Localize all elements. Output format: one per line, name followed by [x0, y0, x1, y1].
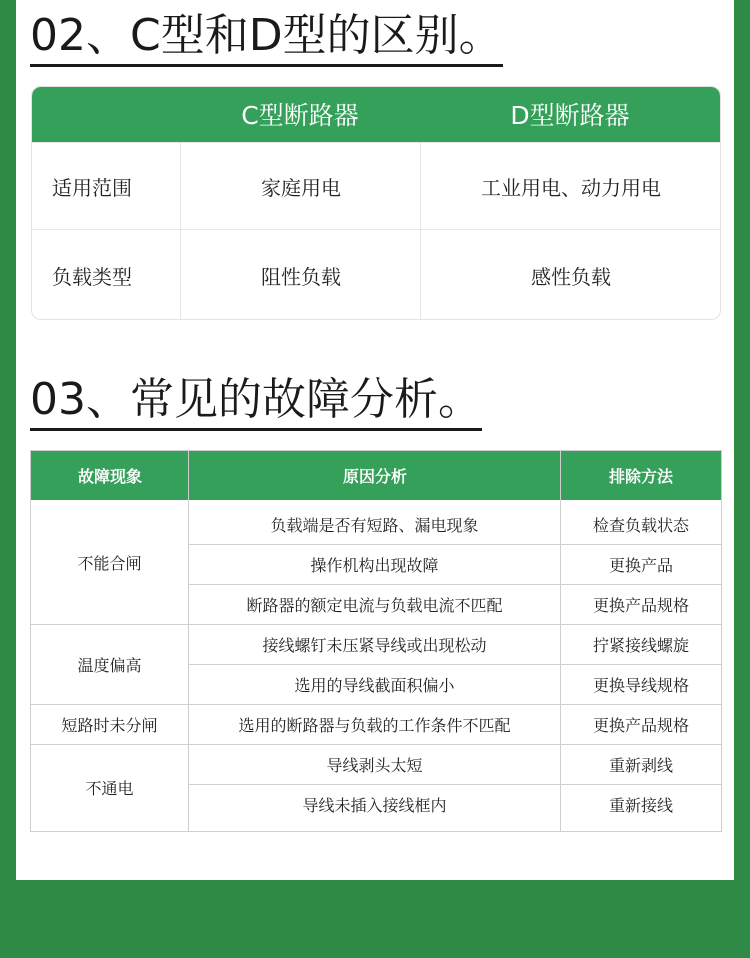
- d-type-scope: 工业用电、动力用电: [420, 143, 721, 230]
- phenomenon-cell: 短路时未分闸: [61, 715, 158, 735]
- comparison-header-row: [32, 87, 720, 142]
- section-02-title: 02、C型和D型的区别。: [30, 14, 503, 67]
- comparison-row: [32, 142, 720, 230]
- fix-cell: 重新接线: [608, 795, 673, 815]
- cause-cell: 操作机构出现故障: [310, 555, 439, 575]
- cause-cell: 选用的断路器与负载的工作条件不匹配: [238, 715, 511, 735]
- phenomenon-cell: 不通电: [85, 779, 134, 798]
- c-type-scope: 家庭用电: [180, 143, 421, 230]
- cause-cell: 接线螺钉未压紧导线或出现松动: [262, 635, 487, 655]
- phenomenon-cell: 温度偏高: [77, 655, 142, 675]
- header-phenomenon: 故障现象: [31, 451, 189, 500]
- fix-cell: 更换产品规格: [592, 715, 689, 735]
- cause-cell: 断路器的额定电流与负载电流不匹配: [246, 595, 503, 615]
- content-panel: [16, 0, 734, 880]
- cause-cell: 负载端是否有短路、漏电现象: [270, 515, 479, 535]
- fault-table: [30, 450, 722, 832]
- header-c-type: C型断路器: [241, 101, 359, 130]
- fix-cell: 拧紧接线螺旋: [592, 635, 689, 655]
- header-fix: 排除方法: [561, 451, 721, 500]
- comparison-table: [31, 86, 721, 320]
- header-d-type: D型断路器: [510, 101, 630, 130]
- d-type-load: 感性负载: [420, 230, 721, 320]
- phenomenon-cell: 不能合闸: [77, 553, 142, 573]
- fix-cell: 更换产品规格: [592, 595, 689, 615]
- row-label-load: 负载类型: [52, 264, 132, 289]
- fix-cell: 更换产品: [608, 555, 673, 575]
- section-03-title: 03、常见的故障分析。: [30, 378, 482, 431]
- cause-cell: 选用的导线截面积偏小: [294, 675, 455, 695]
- fix-cell: 检查负载状态: [592, 515, 689, 535]
- cause-cell: 导线未插入接线框内: [302, 795, 447, 815]
- header-cause: 原因分析: [189, 451, 561, 500]
- fix-cell: 更换导线规格: [592, 675, 689, 695]
- fix-cell: 重新剥线: [608, 755, 673, 775]
- cause-cell: 导线剥头太短: [326, 755, 423, 775]
- row-label-scope: 适用范围: [52, 176, 132, 200]
- comparison-row: [32, 229, 720, 320]
- c-type-load: 阻性负载: [180, 230, 421, 320]
